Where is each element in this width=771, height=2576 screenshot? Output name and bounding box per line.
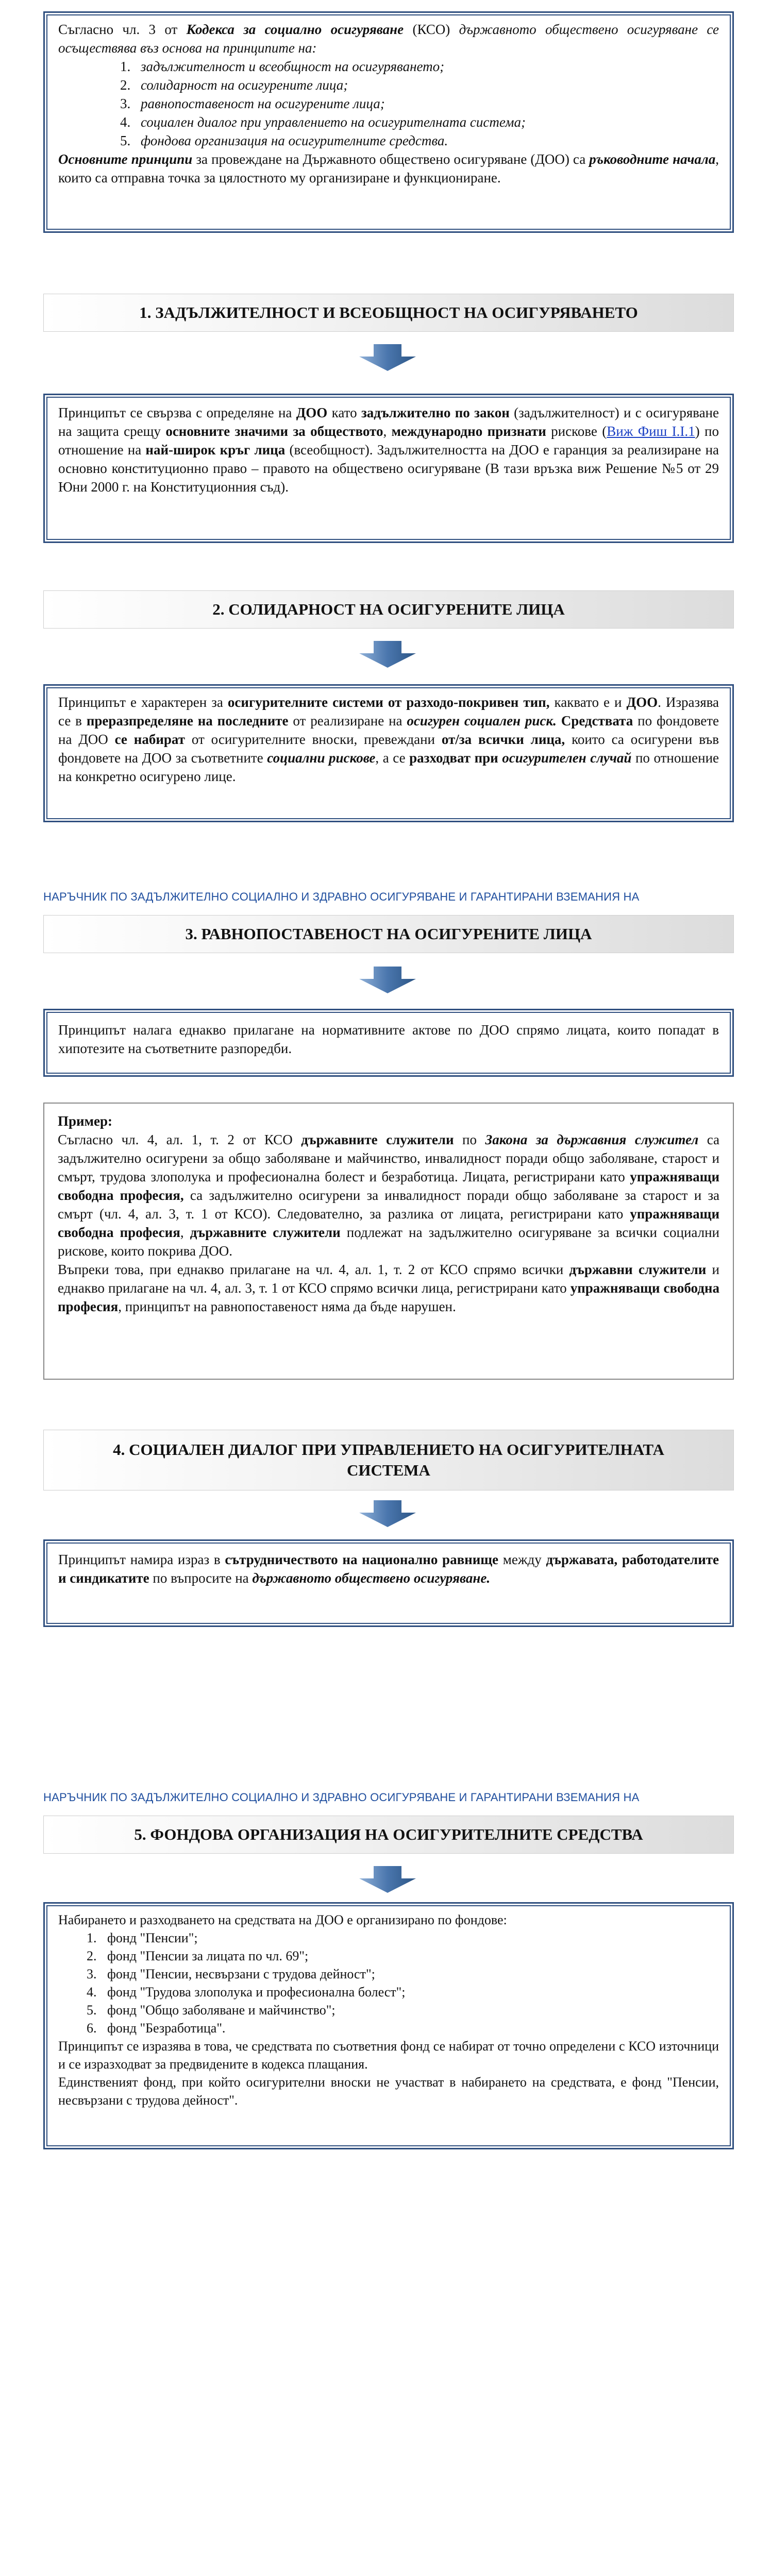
down-arrow-icon bbox=[359, 344, 416, 371]
section-1-box bbox=[43, 394, 734, 543]
section-4-box bbox=[43, 1539, 734, 1627]
down-arrow-icon bbox=[359, 967, 416, 993]
list-item: 4. фонд "Трудова злополука и професионална болест"; bbox=[87, 1985, 406, 1999]
section-heading-2: 2. СОЛИДАРНОСТ НА ОСИГУРЕНИТЕ ЛИЦА bbox=[43, 590, 734, 629]
list-item: 3. фонд "Пенсии, несвързани с трудова дейност"; bbox=[87, 1967, 375, 1981]
list-item: 2. солидарност на осигурените лица; bbox=[120, 77, 348, 93]
list-item: 6. фонд "Безработица". bbox=[87, 2021, 226, 2036]
section-heading-4: 4. СОЦИАЛЕН ДИАЛОГ ПРИ УПРАВЛЕНИЕТО НА ОСИГУРИТЕЛНАТА СИСТЕМА bbox=[43, 1430, 734, 1490]
section-heading-3: 3. РАВНОПОСТАВЕНОСТ НА ОСИГУРЕНИТЕ ЛИЦА bbox=[43, 915, 734, 953]
list-item: 5. фонд "Общо заболяване и майчинство"; bbox=[87, 2003, 336, 2018]
section-5-box bbox=[43, 1902, 734, 2149]
section-3-text: Принципът налага еднакво прилагане на нормативните актове по ДОО спрямо лицата, които попадат в хипотезите на съответните разпоредби. bbox=[58, 1022, 719, 1056]
section-5-intro: Набирането и разходването на средствата на ДОО е организирано по фондове: bbox=[58, 1912, 507, 1927]
fish-link[interactable]: Виж Фиш I.I.1 bbox=[607, 423, 695, 439]
section-5-text-3: Единственият фонд, при който осигурителни вноски не участват в набирането на средствата, е фонд "Пенсии, несвързани с трудова дейност". bbox=[58, 2075, 719, 2108]
example-text-2: Въпреки това, при еднакво прилагане на чл. 4, ал. 1, т. 2 от КСО спрямо всички държавни служители и еднакво прилагане на чл. 4, ал. 3, т. 1 от КСО спрямо всички лица, регистрирани като упражняващи свободна професия, принципът на равнопоставеност няма да бъде нарушен. bbox=[58, 1262, 719, 1314]
section-2-text: Принципът е характерен за осигурителните системи от разходо-покривен тип, каквато е и ДОО. Изразява се в преразпределяне на последните от реализиране на осигурен социален риск. Средствата по фондовете на ДОО се набират от осигурителните вноски, превеждани от/за всички лица, които са осигурени във фондовете на ДОО за съответните социални рискове, а се разходват при осигурителен случай по отношение на конкретно осигурено лице. bbox=[58, 694, 719, 784]
section-5-text-2: Принципът се изразява в това, че средствата по съответния фонд се набират от точно определени с КСО източници и се изразходват за предвидените в кодекса плащания. bbox=[58, 2039, 719, 2072]
section-4-text: Принципът намира израз в сътрудничеството на национално равнище между държавата, работодателите и синдикатите по въпросите на държавното обществено осигуряване. bbox=[58, 1552, 719, 1586]
principles-list bbox=[58, 57, 719, 150]
list-item: 2. фонд "Пенсии за лицата по чл. 69"; bbox=[87, 1948, 309, 1963]
section-heading-1: 1. ЗАДЪЛЖИТЕЛНОСТ И ВСЕОБЩНОСТ НА ОСИГУРЯВАНЕТО bbox=[43, 294, 734, 332]
running-header: НАРЪЧНИК ПО ЗАДЪЛЖИТЕЛНО СОЦИАЛНО И ЗДРАВНО ОСИГУРЯВАНЕ И ГАРАНТИРАНИ ВЗЕМАНИЯ НА bbox=[43, 1791, 640, 1804]
intro-paragraph: Съгласно чл. 3 от Кодекса за социално осигуряване (КСО) държавното обществено осигуряване се осъществява въз основа на принципите на: bbox=[58, 22, 719, 56]
section-3-box bbox=[43, 1009, 734, 1077]
down-arrow-icon bbox=[359, 1866, 416, 1893]
list-item: 1. задължителност и всеобщност на осигуряването; bbox=[120, 59, 445, 74]
list-item: 1. фонд "Пенсии"; bbox=[87, 1930, 198, 1945]
example-label: Пример: bbox=[58, 1113, 112, 1129]
section-heading-5: 5. ФОНДОВА ОРГАНИЗАЦИЯ НА ОСИГУРИТЕЛНИТЕ СРЕДСТВА bbox=[43, 1816, 734, 1854]
list-item: 5. фондова организация на осигурителните средства. bbox=[120, 133, 448, 148]
funds-list bbox=[58, 1929, 719, 2037]
intro-paragraph-2: Основните принципи за провеждане на Държавното обществено осигуряване (ДОО) са ръководните начала, които са отправна точка за цялостното му организиране и функциониране. bbox=[58, 151, 719, 185]
down-arrow-icon bbox=[359, 1500, 416, 1527]
intro-box bbox=[43, 11, 734, 233]
down-arrow-icon bbox=[359, 641, 416, 668]
list-item: 3. равнопоставеност на осигурените лица; bbox=[120, 96, 385, 111]
example-box bbox=[43, 1103, 734, 1380]
section-1-text: Принципът се свързва с определяне на ДОО като задължително по закон (задължителност) и с осигуряване на защита срещу основните значими за обществото, международно признати рискове (Виж Фиш I.I.1) по отношение на най-широк кръг лица (всеобщност). Задължителността на ДОО е гаранция за реализиране на основно конституционно право – правото на обществено осигуряване (В тази връзка виж Решение №5 от 29 Юни 2000 г. на Конституционния съд). bbox=[58, 405, 719, 495]
example-text: Съгласно чл. 4, ал. 1, т. 2 от КСО държавните служители по Закона за държавния служител са задължително осигурени за общо заболяване и майчинство, инвалидност поради общо заболяване, старост и смърт, трудова злополука и професионална болест и безработица. Лицата, регистрирани като упражняващи свободна професия, са задължително осигурени за инвалидност поради общо заболяване за старост и за смърт (чл. 4, ал. 3, т. 1 от КСО). Следователно, за разлика от лицата, регистрирани като упражняващи свободна професия, държавните служители подлежат на задължително осигуряване за всички социални рискове, които покрива ДОО. bbox=[58, 1132, 720, 1259]
section-2-box bbox=[43, 684, 734, 822]
list-item: 4. социален диалог при управлението на осигурителната система; bbox=[120, 114, 526, 130]
running-header: НАРЪЧНИК ПО ЗАДЪЛЖИТЕЛНО СОЦИАЛНО И ЗДРАВНО ОСИГУРЯВАНЕ И ГАРАНТИРАНИ ВЗЕМАНИЯ НА bbox=[43, 890, 640, 903]
